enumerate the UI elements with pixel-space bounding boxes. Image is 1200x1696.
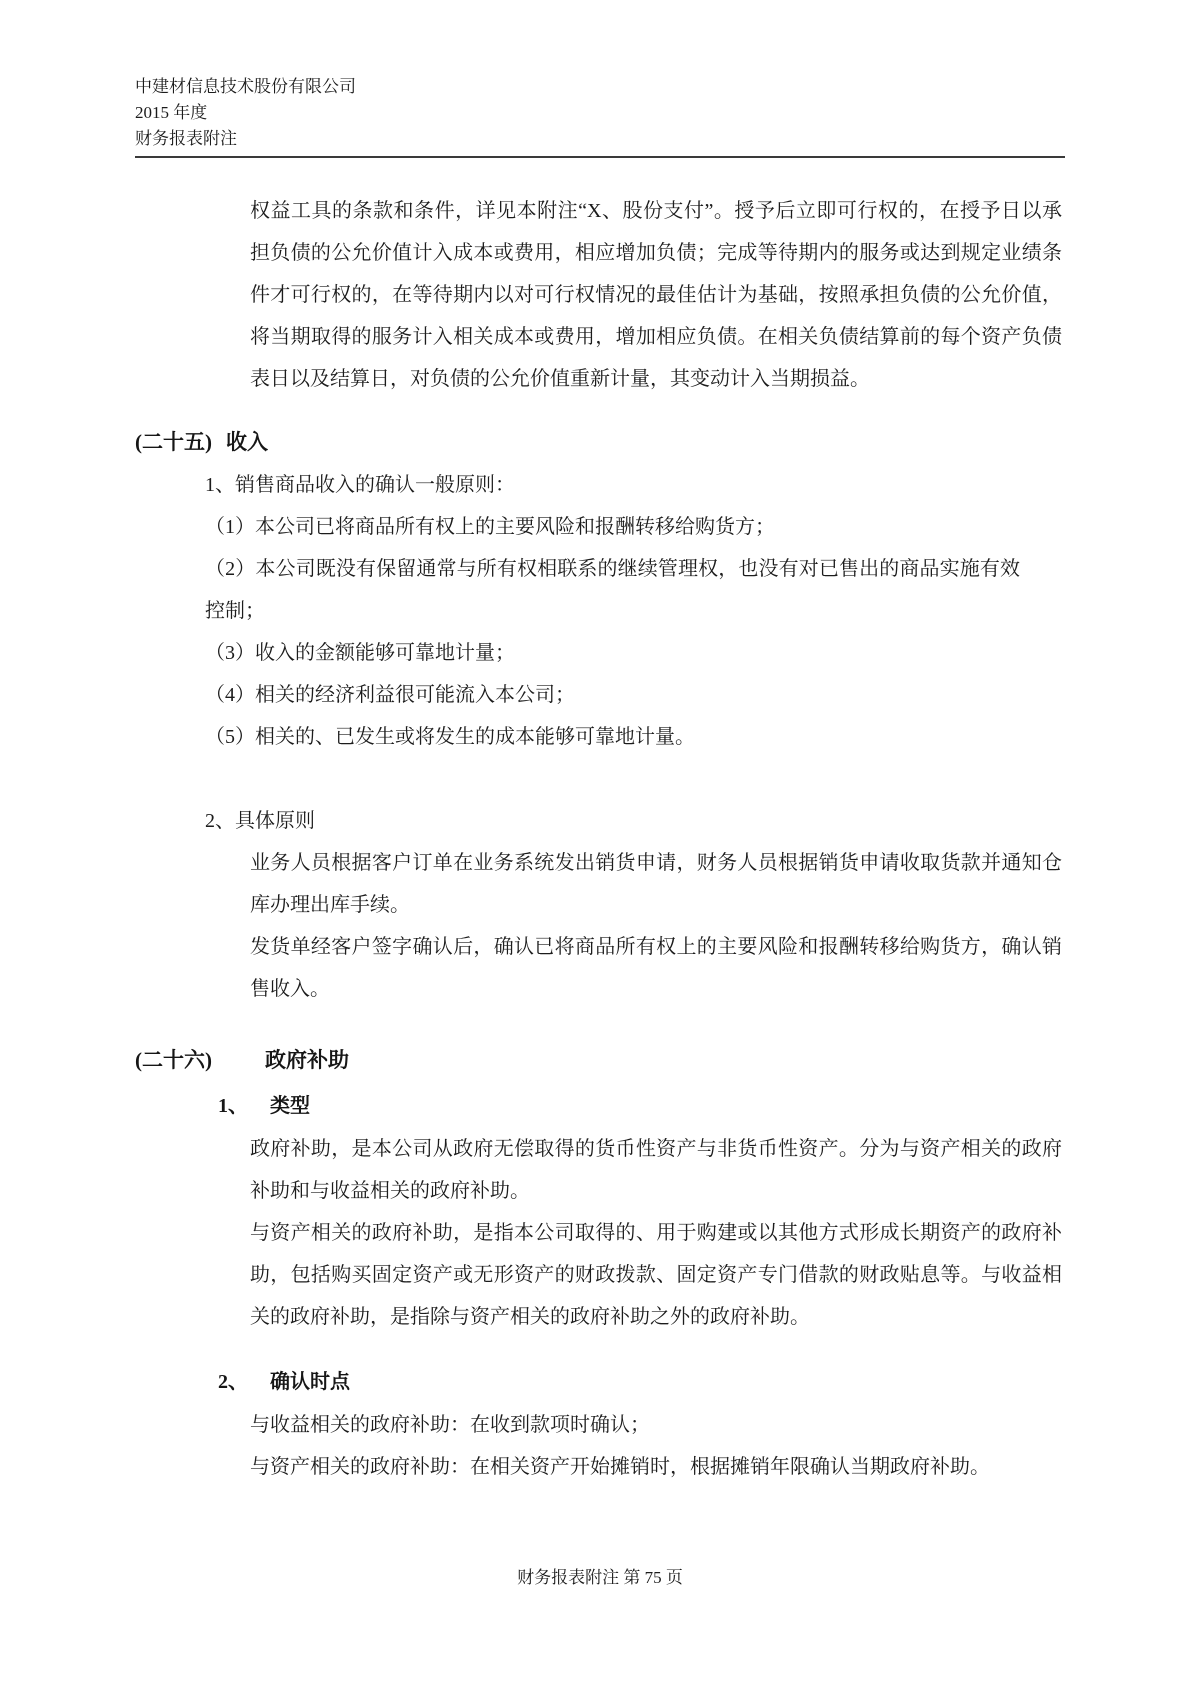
revenue-principle-item-2: （2）本公司既没有保留通常与所有权相联系的继续管理权，也没有对已售出的商品实施有效控制； [205, 558, 1020, 622]
asset-related-grant-paragraph: 与资产相关的政府补助，是指本公司取得的、用于购建或以其他方式形成长期资产的政府补助，包括购买固定资产或无形资产的财政拨款、固定资产专门借款的财政贴息等。与收益相关的政府补助，是指除与资产相关的政府补助之外的政府补助。 [250, 1222, 1062, 1328]
document-header [135, 74, 1065, 152]
grant-type-heading [218, 1084, 1065, 1128]
revenue-principle-item-4: （4）相关的经济利益很可能流入本公司； [205, 684, 575, 706]
recognition-timing-number: 2、 [218, 1371, 248, 1393]
revenue-general-principles-heading: 1、销售商品收入的确认一般原则： [205, 474, 515, 496]
grant-definition-paragraph: 政府补助，是本公司从政府无偿取得的货币性资产与非货币性资产。分为与资产相关的政府补助和与收益相关的政府补助。 [250, 1138, 1062, 1202]
recognition-timing-title: 确认时点 [270, 1371, 350, 1393]
section-26-heading [135, 1038, 1065, 1082]
revenue-principle-item-1: （1）本公司已将商品所有权上的主要风险和报酬转移给购货方； [205, 516, 775, 538]
header-rule [135, 156, 1065, 158]
section-25-number: (二十五) [135, 430, 212, 454]
recognition-timing-heading [218, 1360, 1065, 1404]
specific-principles-paragraph-1: 业务人员根据客户订单在业务系统发出销货申请，财务人员根据销货申请收取货款并通知仓库办理出库手续。 [250, 852, 1062, 916]
doc-title: 财务报表附注 [135, 129, 237, 148]
section-26-title: 政府补助 [265, 1048, 349, 1072]
revenue-principle-item-5: （5）相关的、已发生或将发生的成本能够可靠地计量。 [205, 726, 695, 748]
specific-principles-heading: 2、具体原则 [205, 810, 315, 832]
asset-grant-recognition-line: 与资产相关的政府补助：在相关资产开始摊销时，根据摊销年限确认当期政府补助。 [250, 1456, 990, 1478]
section-26-number: (二十六) [135, 1048, 212, 1072]
section-25-title: 收入 [226, 430, 268, 454]
page-footer: 财务报表附注 第 75 页 [517, 1568, 683, 1587]
company-name: 中建材信息技术股份有限公司 [135, 77, 356, 96]
section-25-heading [135, 420, 1065, 464]
revenue-principle-item-3: （3）收入的金额能够可靠地计量； [205, 642, 515, 664]
income-grant-recognition-line: 与收益相关的政府补助：在收到款项时确认； [250, 1414, 650, 1436]
grant-type-number: 1、 [218, 1095, 248, 1117]
share-payment-paragraph: 权益工具的条款和条件，详见本附注“X、股份支付”。授予后立即可行权的，在授予日以承担负债的公允价值计入成本或费用，相应增加负债；完成等待期内的服务或达到规定业绩条件才可行权的，在等待期内以对可行权情况的最佳估计为基础，按照承担负债的公允价值，将当期取得的服务计入相关成本或费用，增加相应负债。在相关负债结算前的每个资产负债表日以及结算日，对负债的公允价值重新计量，其变动计入当期损益。 [250, 200, 1062, 390]
specific-principles-paragraph-2: 发货单经客户签字确认后，确认已将商品所有权上的主要风险和报酬转移给购货方，确认销售收入。 [250, 936, 1062, 1000]
report-year: 2015 年度 [135, 103, 208, 122]
grant-type-title: 类型 [270, 1095, 310, 1117]
